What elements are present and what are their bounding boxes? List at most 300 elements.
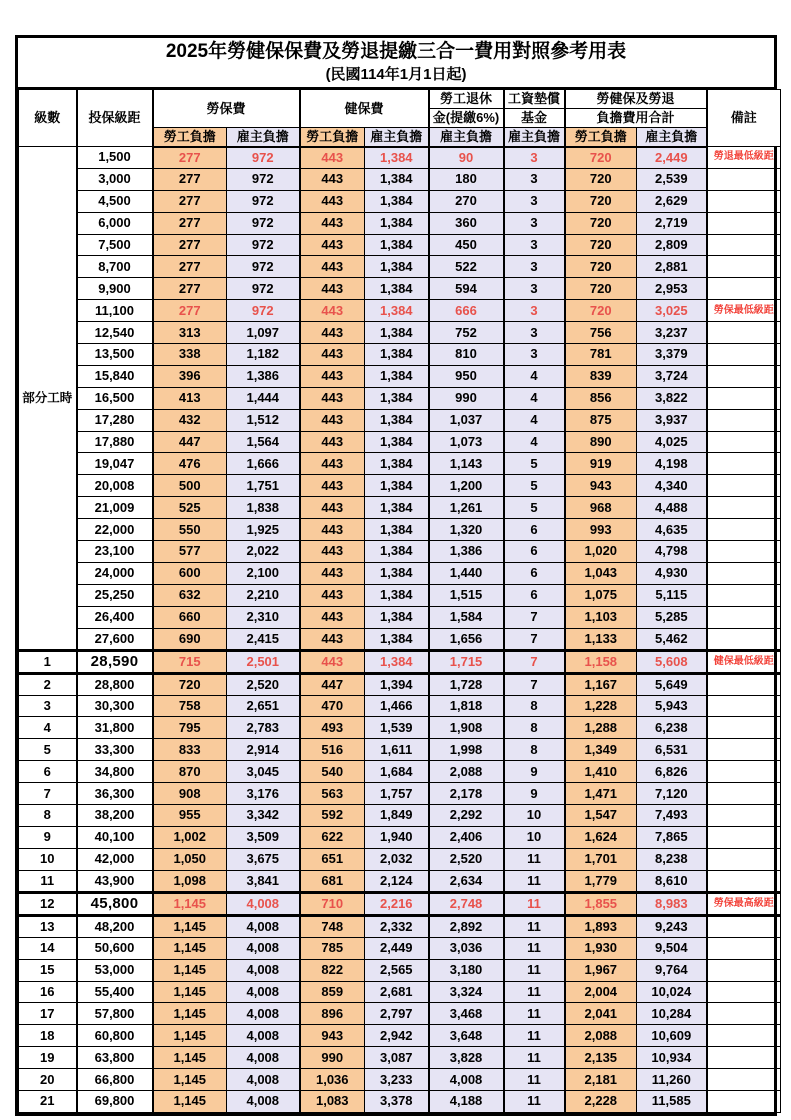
- value-cell: 2,520: [429, 848, 504, 870]
- subheader-health-employer: 雇主負擔: [365, 128, 429, 147]
- value-cell: 2,881: [637, 256, 707, 278]
- value-cell: 1,050: [153, 848, 227, 870]
- value-cell: 2,520: [227, 673, 300, 695]
- value-cell: 752: [429, 322, 504, 344]
- bracket-cell: 48,200: [77, 915, 153, 937]
- value-cell: 413: [153, 387, 227, 409]
- value-cell: 1,083: [300, 1090, 365, 1112]
- value-cell: 5,462: [637, 628, 707, 650]
- table-row: [19, 190, 781, 212]
- bracket-cell: 22,000: [77, 519, 153, 541]
- value-cell: 3,379: [637, 344, 707, 366]
- value-cell: 3,324: [429, 981, 504, 1003]
- value-cell: 493: [300, 717, 365, 739]
- value-cell: 1,440: [429, 562, 504, 584]
- remark-cell: [707, 497, 781, 519]
- table-row: [19, 673, 781, 695]
- bracket-cell: 17,280: [77, 409, 153, 431]
- value-cell: 660: [153, 606, 227, 628]
- table-row: [19, 212, 781, 234]
- value-cell: 720: [565, 212, 637, 234]
- value-cell: 2,539: [637, 168, 707, 190]
- value-cell: 6,531: [637, 739, 707, 761]
- value-cell: 4: [504, 431, 565, 453]
- value-cell: 3: [504, 344, 565, 366]
- value-cell: 1,020: [565, 541, 637, 563]
- value-cell: 3,468: [429, 1003, 504, 1025]
- value-cell: 2,914: [227, 739, 300, 761]
- remark-cell: [707, 673, 781, 695]
- value-cell: 2,565: [365, 959, 429, 981]
- grade-cell: 12: [19, 892, 77, 915]
- bracket-cell: 19,047: [77, 453, 153, 475]
- value-cell: 2,310: [227, 606, 300, 628]
- value-cell: 3,180: [429, 959, 504, 981]
- value-cell: 277: [153, 278, 227, 300]
- subheader-labor-employee: 勞工負擔: [153, 128, 227, 147]
- value-cell: 443: [300, 497, 365, 519]
- value-cell: 919: [565, 453, 637, 475]
- value-cell: 710: [300, 892, 365, 915]
- table-row: [19, 981, 781, 1003]
- value-cell: 781: [565, 344, 637, 366]
- table-row: [19, 409, 781, 431]
- bracket-cell: 15,840: [77, 365, 153, 387]
- value-cell: 277: [153, 234, 227, 256]
- remark-cell: [707, 848, 781, 870]
- value-cell: 4,008: [227, 915, 300, 937]
- bracket-cell: 36,300: [77, 783, 153, 805]
- value-cell: 1,145: [153, 1025, 227, 1047]
- value-cell: 1,728: [429, 673, 504, 695]
- remark-cell: [707, 870, 781, 892]
- value-cell: 516: [300, 739, 365, 761]
- value-cell: 1,320: [429, 519, 504, 541]
- table-body: [19, 147, 781, 1113]
- value-cell: 1,998: [429, 739, 504, 761]
- value-cell: 525: [153, 497, 227, 519]
- table-row: [19, 322, 781, 344]
- value-cell: 5,608: [637, 650, 707, 673]
- reference-table: [15, 35, 777, 1116]
- value-cell: 443: [300, 606, 365, 628]
- value-cell: 3,176: [227, 783, 300, 805]
- value-cell: 8: [504, 717, 565, 739]
- value-cell: 2,022: [227, 541, 300, 563]
- remark-cell: [707, 453, 781, 475]
- value-cell: 3,237: [637, 322, 707, 344]
- value-cell: 1,384: [365, 365, 429, 387]
- value-cell: 8: [504, 739, 565, 761]
- value-cell: 972: [227, 256, 300, 278]
- value-cell: 972: [227, 190, 300, 212]
- col-header-total-line1: 勞健保及勞退: [565, 90, 707, 109]
- grade-cell: 19: [19, 1047, 77, 1069]
- value-cell: 839: [565, 365, 637, 387]
- bracket-cell: 27,600: [77, 628, 153, 650]
- value-cell: 277: [153, 212, 227, 234]
- value-cell: 990: [429, 387, 504, 409]
- value-cell: 2,449: [365, 937, 429, 959]
- value-cell: 360: [429, 212, 504, 234]
- remark-cell: [707, 1025, 781, 1047]
- value-cell: 1,394: [365, 673, 429, 695]
- value-cell: 1,145: [153, 1069, 227, 1091]
- value-cell: 7: [504, 628, 565, 650]
- remark-cell: [707, 826, 781, 848]
- value-cell: 972: [227, 168, 300, 190]
- value-cell: 720: [565, 300, 637, 322]
- value-cell: 1,145: [153, 937, 227, 959]
- value-cell: 1,182: [227, 344, 300, 366]
- subheader-labor-employer: 雇主負擔: [227, 128, 300, 147]
- value-cell: 8,238: [637, 848, 707, 870]
- part-time-section-label: 部分工時: [19, 147, 77, 651]
- bracket-cell: 12,540: [77, 322, 153, 344]
- value-cell: 6: [504, 519, 565, 541]
- value-cell: 11: [504, 848, 565, 870]
- value-cell: 3: [504, 147, 565, 169]
- value-cell: 3: [504, 212, 565, 234]
- table-row: [19, 584, 781, 606]
- value-cell: 3,675: [227, 848, 300, 870]
- value-cell: 10,934: [637, 1047, 707, 1069]
- value-cell: 563: [300, 783, 365, 805]
- value-cell: 756: [565, 322, 637, 344]
- bracket-cell: 60,800: [77, 1025, 153, 1047]
- remark-cell: [707, 344, 781, 366]
- remark-cell: [707, 519, 781, 541]
- value-cell: 7,120: [637, 783, 707, 805]
- value-cell: 720: [565, 168, 637, 190]
- value-cell: 1,384: [365, 606, 429, 628]
- value-cell: 11,260: [637, 1069, 707, 1091]
- remark-cell: [707, 739, 781, 761]
- value-cell: 10: [504, 805, 565, 827]
- value-cell: 450: [429, 234, 504, 256]
- value-cell: 1,444: [227, 387, 300, 409]
- value-cell: 2,783: [227, 717, 300, 739]
- table-row: [19, 606, 781, 628]
- value-cell: 1,684: [365, 761, 429, 783]
- table-row: [19, 870, 781, 892]
- value-cell: 1,384: [365, 409, 429, 431]
- value-cell: 622: [300, 826, 365, 848]
- value-cell: 2,210: [227, 584, 300, 606]
- value-cell: 2,415: [227, 628, 300, 650]
- value-cell: 11: [504, 1069, 565, 1091]
- bracket-cell: 20,008: [77, 475, 153, 497]
- table-row: [19, 1090, 781, 1112]
- value-cell: 4,008: [227, 1025, 300, 1047]
- value-cell: 1,967: [565, 959, 637, 981]
- bracket-cell: 34,800: [77, 761, 153, 783]
- value-cell: 443: [300, 365, 365, 387]
- value-cell: 795: [153, 717, 227, 739]
- value-cell: 1,666: [227, 453, 300, 475]
- value-cell: 1,036: [300, 1069, 365, 1091]
- remark-cell: [707, 212, 781, 234]
- value-cell: 1,097: [227, 322, 300, 344]
- table-row: [19, 519, 781, 541]
- value-cell: 1,611: [365, 739, 429, 761]
- value-cell: 785: [300, 937, 365, 959]
- value-cell: 4,008: [227, 892, 300, 915]
- value-cell: 443: [300, 562, 365, 584]
- bracket-cell: 45,800: [77, 892, 153, 915]
- remark-cell: [707, 168, 781, 190]
- bracket-cell: 13,500: [77, 344, 153, 366]
- table-row: [19, 541, 781, 563]
- bracket-cell: 30,300: [77, 695, 153, 717]
- value-cell: 1,384: [365, 584, 429, 606]
- value-cell: 1,547: [565, 805, 637, 827]
- value-cell: 1,002: [153, 826, 227, 848]
- grade-cell: 17: [19, 1003, 77, 1025]
- table-row: [19, 387, 781, 409]
- remark-cell: [707, 1047, 781, 1069]
- value-cell: 2,501: [227, 650, 300, 673]
- value-cell: 720: [565, 278, 637, 300]
- table-row: [19, 695, 781, 717]
- value-cell: 2,406: [429, 826, 504, 848]
- value-cell: 1,757: [365, 783, 429, 805]
- col-header-health-insurance: 健保費: [300, 90, 429, 128]
- value-cell: 4,008: [227, 1090, 300, 1112]
- value-cell: 1,384: [365, 453, 429, 475]
- value-cell: 1,073: [429, 431, 504, 453]
- bracket-cell: 66,800: [77, 1069, 153, 1091]
- grade-cell: 2: [19, 673, 77, 695]
- grade-cell: 4: [19, 717, 77, 739]
- value-cell: 875: [565, 409, 637, 431]
- value-cell: 4,188: [429, 1090, 504, 1112]
- value-cell: 6: [504, 541, 565, 563]
- value-cell: 10,024: [637, 981, 707, 1003]
- value-cell: 2,032: [365, 848, 429, 870]
- value-cell: 1,515: [429, 584, 504, 606]
- value-cell: 972: [227, 234, 300, 256]
- value-cell: 522: [429, 256, 504, 278]
- value-cell: 5,943: [637, 695, 707, 717]
- remark-cell: [707, 541, 781, 563]
- value-cell: 443: [300, 453, 365, 475]
- remark-cell: [707, 1069, 781, 1091]
- value-cell: 1,384: [365, 168, 429, 190]
- value-cell: 1,512: [227, 409, 300, 431]
- value-cell: 11: [504, 892, 565, 915]
- remark-cell: [707, 584, 781, 606]
- bracket-cell: 9,900: [77, 278, 153, 300]
- table-row: [19, 431, 781, 453]
- value-cell: 681: [300, 870, 365, 892]
- value-cell: 1,624: [565, 826, 637, 848]
- value-cell: 4,008: [227, 981, 300, 1003]
- value-cell: 1,384: [365, 387, 429, 409]
- page-subtitle: (民國114年1月1日起): [325, 66, 467, 83]
- value-cell: 720: [153, 673, 227, 695]
- value-cell: 8: [504, 695, 565, 717]
- value-cell: 1,145: [153, 959, 227, 981]
- value-cell: 2,124: [365, 870, 429, 892]
- value-cell: 313: [153, 322, 227, 344]
- value-cell: 1,133: [565, 628, 637, 650]
- table-header: [19, 90, 781, 147]
- value-cell: 443: [300, 650, 365, 673]
- value-cell: 443: [300, 256, 365, 278]
- grade-cell: 10: [19, 848, 77, 870]
- value-cell: 3: [504, 322, 565, 344]
- bracket-cell: 23,100: [77, 541, 153, 563]
- value-cell: 6,826: [637, 761, 707, 783]
- value-cell: 4: [504, 387, 565, 409]
- table-row: [19, 650, 781, 673]
- remark-cell: [707, 606, 781, 628]
- value-cell: 1,145: [153, 981, 227, 1003]
- value-cell: 3,822: [637, 387, 707, 409]
- value-cell: 443: [300, 475, 365, 497]
- value-cell: 1,098: [153, 870, 227, 892]
- subheader-wage-fund-employer: 雇主負擔: [504, 128, 565, 147]
- value-cell: 4,008: [227, 1069, 300, 1091]
- value-cell: 8,610: [637, 870, 707, 892]
- bracket-cell: 8,700: [77, 256, 153, 278]
- value-cell: 3: [504, 190, 565, 212]
- value-cell: 990: [300, 1047, 365, 1069]
- value-cell: 5,285: [637, 606, 707, 628]
- value-cell: 338: [153, 344, 227, 366]
- value-cell: 3,509: [227, 826, 300, 848]
- value-cell: 1,410: [565, 761, 637, 783]
- value-cell: 2,953: [637, 278, 707, 300]
- col-header-remark: 備註: [707, 90, 781, 147]
- table-row: [19, 256, 781, 278]
- remark-cell: [707, 937, 781, 959]
- value-cell: 822: [300, 959, 365, 981]
- value-cell: 11: [504, 1003, 565, 1025]
- value-cell: 1,384: [365, 519, 429, 541]
- value-cell: 2,942: [365, 1025, 429, 1047]
- value-cell: 720: [565, 234, 637, 256]
- value-cell: 277: [153, 147, 227, 169]
- value-cell: 1,940: [365, 826, 429, 848]
- value-cell: 3,724: [637, 365, 707, 387]
- grade-cell: 1: [19, 650, 77, 673]
- value-cell: 856: [565, 387, 637, 409]
- value-cell: 1,167: [565, 673, 637, 695]
- table-row: [19, 805, 781, 827]
- value-cell: 1,384: [365, 650, 429, 673]
- remark-cell: 勞保最高級距: [707, 892, 781, 915]
- value-cell: 1,656: [429, 628, 504, 650]
- remark-cell: [707, 783, 781, 805]
- value-cell: 4,008: [227, 1047, 300, 1069]
- value-cell: 443: [300, 584, 365, 606]
- value-cell: 1,037: [429, 409, 504, 431]
- bracket-cell: 6,000: [77, 212, 153, 234]
- value-cell: 943: [565, 475, 637, 497]
- value-cell: 10: [504, 826, 565, 848]
- value-cell: 2,748: [429, 892, 504, 915]
- value-cell: 2,004: [565, 981, 637, 1003]
- value-cell: 3: [504, 278, 565, 300]
- value-cell: 3,378: [365, 1090, 429, 1112]
- remark-cell: [707, 1003, 781, 1025]
- col-header-grade: 級數: [19, 90, 77, 147]
- value-cell: 1,145: [153, 1003, 227, 1025]
- value-cell: 1,564: [227, 431, 300, 453]
- grade-cell: 18: [19, 1025, 77, 1047]
- value-cell: 540: [300, 761, 365, 783]
- bracket-cell: 63,800: [77, 1047, 153, 1069]
- value-cell: 550: [153, 519, 227, 541]
- value-cell: 3,342: [227, 805, 300, 827]
- remark-cell: [707, 959, 781, 981]
- table-row: [19, 959, 781, 981]
- value-cell: 2,651: [227, 695, 300, 717]
- value-cell: 4,008: [227, 959, 300, 981]
- bracket-cell: 26,400: [77, 606, 153, 628]
- value-cell: 1,145: [153, 1047, 227, 1069]
- value-cell: 10,284: [637, 1003, 707, 1025]
- value-cell: 2,629: [637, 190, 707, 212]
- value-cell: 1,384: [365, 475, 429, 497]
- value-cell: 90: [429, 147, 504, 169]
- grade-cell: 20: [19, 1069, 77, 1091]
- value-cell: 890: [565, 431, 637, 453]
- remark-cell: [707, 1090, 781, 1112]
- table-row: [19, 915, 781, 937]
- bracket-cell: 16,500: [77, 387, 153, 409]
- value-cell: 2,088: [429, 761, 504, 783]
- subheader-total-employer: 雇主負擔: [637, 128, 707, 147]
- value-cell: 11,585: [637, 1090, 707, 1112]
- value-cell: 1,779: [565, 870, 637, 892]
- value-cell: 758: [153, 695, 227, 717]
- table-row: [19, 761, 781, 783]
- table-row: [19, 1025, 781, 1047]
- grade-cell: 21: [19, 1090, 77, 1112]
- subheader-pension-employer: 雇主負擔: [429, 128, 504, 147]
- grade-cell: 9: [19, 826, 77, 848]
- value-cell: 1,145: [153, 915, 227, 937]
- value-cell: 1,384: [365, 497, 429, 519]
- value-cell: 3,648: [429, 1025, 504, 1047]
- remark-cell: [707, 190, 781, 212]
- grade-cell: 15: [19, 959, 77, 981]
- value-cell: 1,384: [365, 256, 429, 278]
- value-cell: 443: [300, 322, 365, 344]
- bracket-cell: 57,800: [77, 1003, 153, 1025]
- page-title: 2025年勞健保保費及勞退提繳三合一費用對照參考用表: [165, 41, 627, 62]
- bracket-cell: 1,500: [77, 147, 153, 169]
- value-cell: 1,466: [365, 695, 429, 717]
- value-cell: 1,349: [565, 739, 637, 761]
- col-header-labor-insurance: 勞保費: [153, 90, 300, 128]
- bracket-cell: 38,200: [77, 805, 153, 827]
- value-cell: 1,471: [565, 783, 637, 805]
- bracket-cell: 28,800: [77, 673, 153, 695]
- value-cell: 1,386: [227, 365, 300, 387]
- value-cell: 1,228: [565, 695, 637, 717]
- value-cell: 11: [504, 1047, 565, 1069]
- value-cell: 6: [504, 562, 565, 584]
- value-cell: 592: [300, 805, 365, 827]
- value-cell: 1,200: [429, 475, 504, 497]
- value-cell: 3: [504, 234, 565, 256]
- value-cell: 4,025: [637, 431, 707, 453]
- value-cell: 600: [153, 562, 227, 584]
